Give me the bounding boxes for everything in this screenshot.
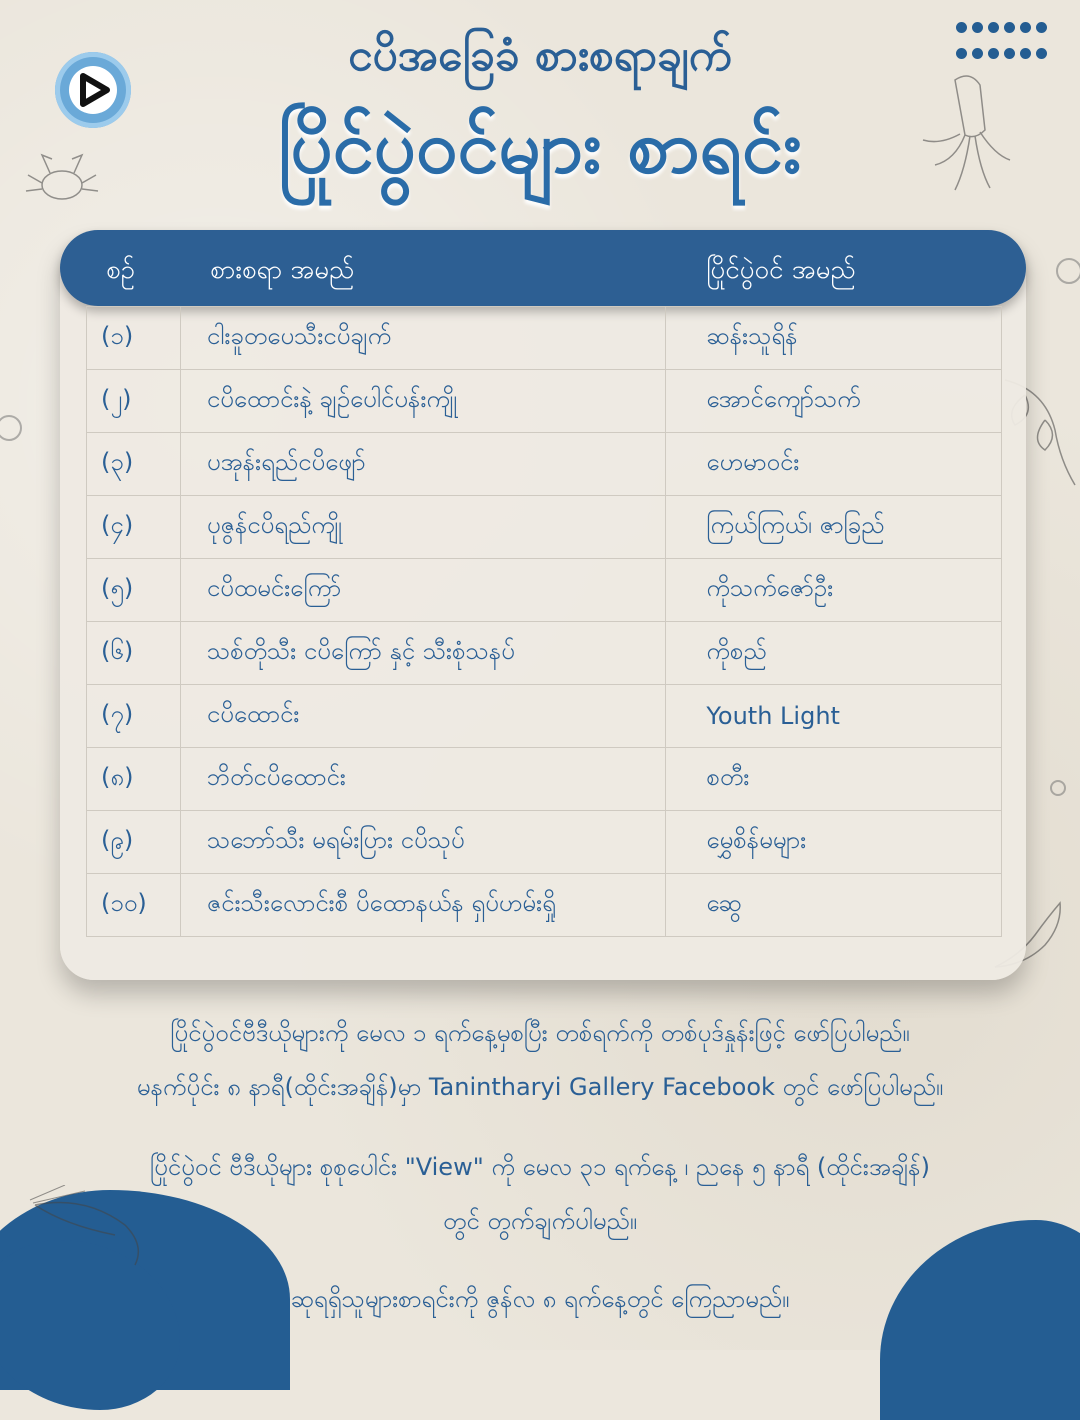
footer-line-1: ပြိုင်ပွဲဝင်ဗီဒီယိုများကို မေလ ၁ ရက်နေ့မှစပြီး တစ်ရက်ကို တစ်ပုဒ်နှုန်းဖြင့် ဖော်ပြပါမည်။ [170,1019,910,1047]
row-number: (၈) [87,748,181,811]
table-row [87,874,1002,937]
contestant-name: ဟေမာဝင်း [666,433,1002,496]
row-number: (၁၀) [87,874,181,937]
dish-name: သစ်တိုသီး ငပိကြော် နှင့် သီးစုံသနပ် [180,622,666,685]
row-number: (၉) [87,811,181,874]
dish-name: ပအုန်းရည်ငပိဖျော် [180,433,666,496]
dish-name: ပုဇွန်ငပိရည်ကျို [180,496,666,559]
contestant-name: ဆန်းသူရိန် [666,307,1002,370]
row-number: (၃) [87,433,181,496]
column-header-no: စဉ် [106,255,136,285]
contestant-name: ဆွေ [666,874,1002,937]
page-subtitle: ငပိအခြေခံ စားစရာချက် [348,30,732,81]
dish-name: ငါးခူတပေသီးငပိချက် [180,307,666,370]
footer-line-5: ဆုရရှိသူများစာရင်းကို ဇွန်လ ၈ ရက်နေ့တွင် ကြေညာမည်။ [290,1285,790,1313]
dish-name: ငပိထောင်းနဲ့ ချဉ်ပေါင်ပန်းကျို [180,370,666,433]
contestant-name: Youth Light [666,685,1002,748]
contestant-name: ကိုသက်ဇော်ဦး [666,559,1002,622]
table-row [87,748,1002,811]
row-number: (၅) [87,559,181,622]
row-number: (၆) [87,622,181,685]
footer-line-3: ပြိုင်ပွဲဝင် ဗီဒီယိုများ စုစုပေါင်း "View" ကို မေလ ၃၁ ရက်နေ့ ၊ ညနေ ၅ နာရီ (ထိုင်းအချိန်) [150,1153,930,1181]
contestant-name: မွှေစိန်မများ [666,811,1002,874]
table-header [60,230,1026,306]
table-row [87,370,1002,433]
row-number: (၄) [87,496,181,559]
row-number: (၂) [87,370,181,433]
contestant-name: ကိုစည် [666,622,1002,685]
footer-line-2: မနက်ပိုင်း ၈ နာရီ(ထိုင်းအချိန်)မှာ Tanintharyi Gallery Facebook တွင် ဖော်ပြပါမည်။ [136,1073,944,1101]
dish-name: သဘော်သီး မရမ်းပြား ငပိသုပ် [180,811,666,874]
dish-name: ဇင်းသီးလောင်းစီ ပိထောနယ်န ရှပ်ဟမ်းရှို [180,874,666,937]
column-header-dish: စားစရာ အမည် [210,255,355,285]
table-row [87,433,1002,496]
table-row [87,811,1002,874]
table-row [87,685,1002,748]
dish-name: ငပိထမင်းကြော် [180,559,666,622]
table-row [87,559,1002,622]
dish-name: ငပိထောင်း [180,685,666,748]
table-row [87,622,1002,685]
dish-name: ဘိတ်ငပိထောင်း [180,748,666,811]
row-number: (၇) [87,685,181,748]
footer-line-4: တွင် တွက်ချက်ပါမည်။ [443,1207,637,1235]
bubble-icon [1050,780,1066,796]
column-header-contestant: ပြိုင်ပွဲဝင် အမည် [706,255,856,285]
contestant-table [86,306,1002,937]
contestant-name: စတီး [666,748,1002,811]
contestant-name: ကြယ်ကြယ်၊ ဇာခြည် [666,496,1002,559]
table-row [87,496,1002,559]
row-number: (၁) [87,307,181,370]
contestant-name: အောင်ကျော်သက် [666,370,1002,433]
page-title: ပြိုင်ပွဲဝင်များ စာရင်း [278,104,802,190]
bubble-icon [1056,258,1080,284]
table-row [87,307,1002,370]
